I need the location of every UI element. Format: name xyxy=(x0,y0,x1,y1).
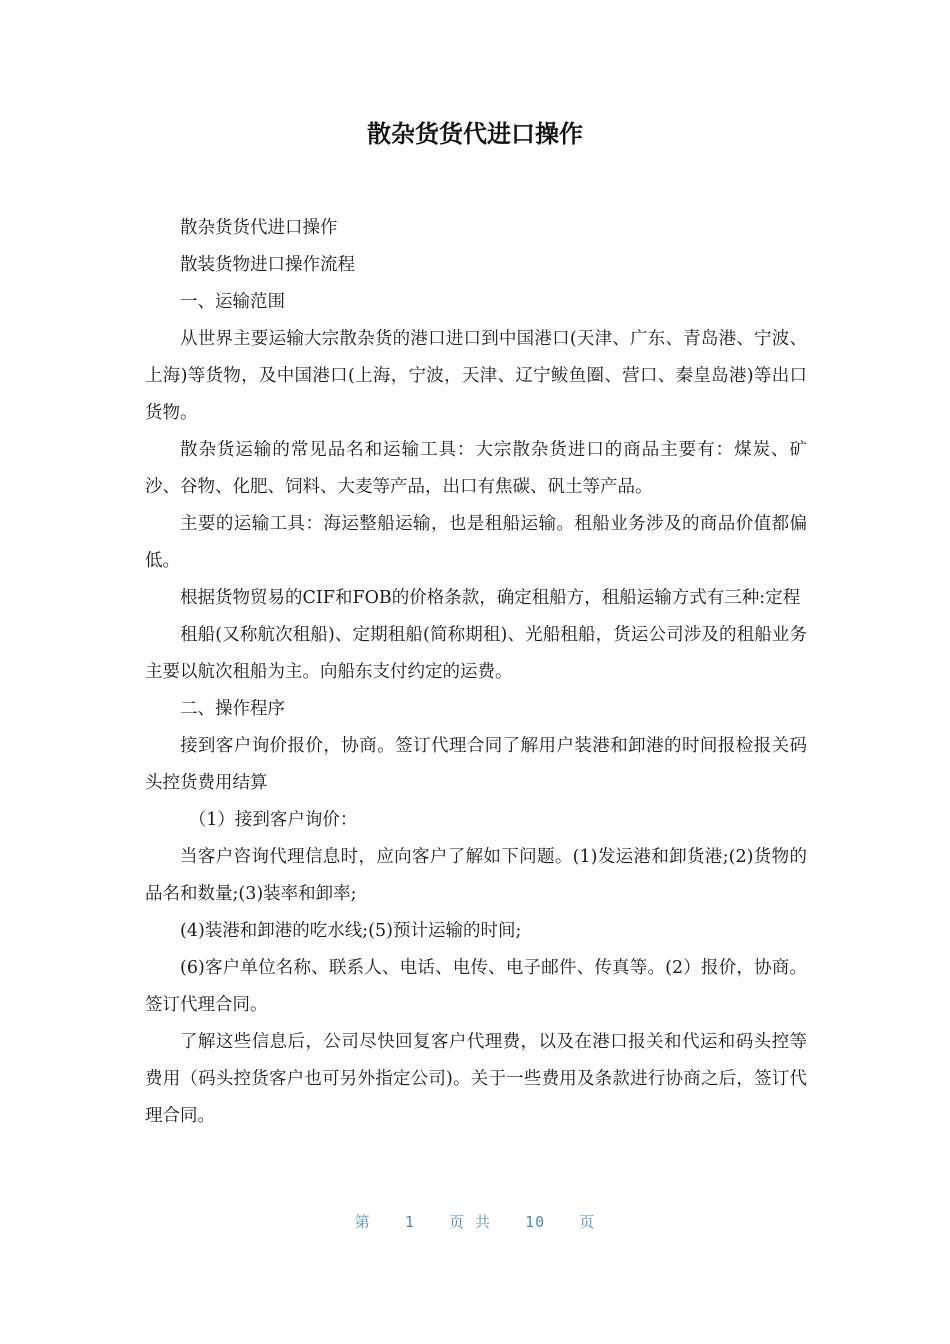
paragraph: 主要的运输工具：海运整船运输，也是租船运输。租船业务涉及的商品价值都偏低。 xyxy=(145,514,807,571)
paragraph: (4)装港和卸港的吃水线;(5)预计运输的时间; xyxy=(180,921,522,941)
paragraph: 租船(又称航次租船)、定期租船(简称期租)、光船租船，货运公司涉及的租船业务主要以航次租船为主。向船东支付约定的运费。 xyxy=(145,625,807,682)
paragraph: 当客户咨询代理信息时，应向客户了解如下问题。(1)发运港和卸货港;(2)货物的品名和数量;(3)装率和卸率; xyxy=(145,847,807,904)
section-heading: 二、操作程序 xyxy=(180,699,285,719)
paragraph: 散杂货运输的常见品名和运输工具：大宗散杂货进口的商品主要有：煤炭、矿沙、谷物、化肥、饲料、大麦等产品，出口有焦碳、矾土等产品。 xyxy=(145,440,807,497)
paragraph: 从世界主要运输大宗散杂货的港口进口到中国港口(天津、广东、青岛港、宁波、上海)等货物，及中国港口(上海，宁波，天津、辽宁鲅鱼圈、营口、秦皇岛港)等出口货物。 xyxy=(145,329,807,423)
paragraph: 散杂货货代进口操作 xyxy=(180,218,338,238)
footer-current-page: 1 xyxy=(404,1213,415,1231)
footer-total-pages: 10 xyxy=(525,1213,546,1231)
document-body xyxy=(145,210,807,1135)
paragraph: 接到客户询价报价，协商。签订代理合同了解用户装港和卸港的时间报检报关码头控货费用结算 xyxy=(145,736,807,793)
document-title: 散杂货货代进口操作 xyxy=(367,120,583,148)
page-number-footer xyxy=(0,1208,950,1236)
paragraph: (6)客户单位名称、联系人、电话、电传、电子邮件、传真等。(2）报价，协商。签订代理合同。 xyxy=(145,958,807,1015)
subsection-heading: （1）接到客户询价： xyxy=(188,810,358,830)
footer-prefix: 第 xyxy=(354,1213,371,1231)
section-heading: 一、运输范围 xyxy=(180,292,285,312)
footer-middle: 页 共 xyxy=(448,1213,491,1231)
paragraph: 根据货物贸易的CIF和FOB的价格条款，确定租船方，租船运输方式有三种:定程 xyxy=(180,588,801,608)
footer-suffix: 页 xyxy=(579,1213,596,1231)
paragraph: 散装货物进口操作流程 xyxy=(180,255,355,275)
paragraph: 了解这些信息后，公司尽快回复客户代理费，以及在港口报关和代运和码头控等费用（码头控货客户也可另外指定公司)。关于一些费用及条款进行协商之后，签订代理合同。 xyxy=(145,1032,807,1126)
